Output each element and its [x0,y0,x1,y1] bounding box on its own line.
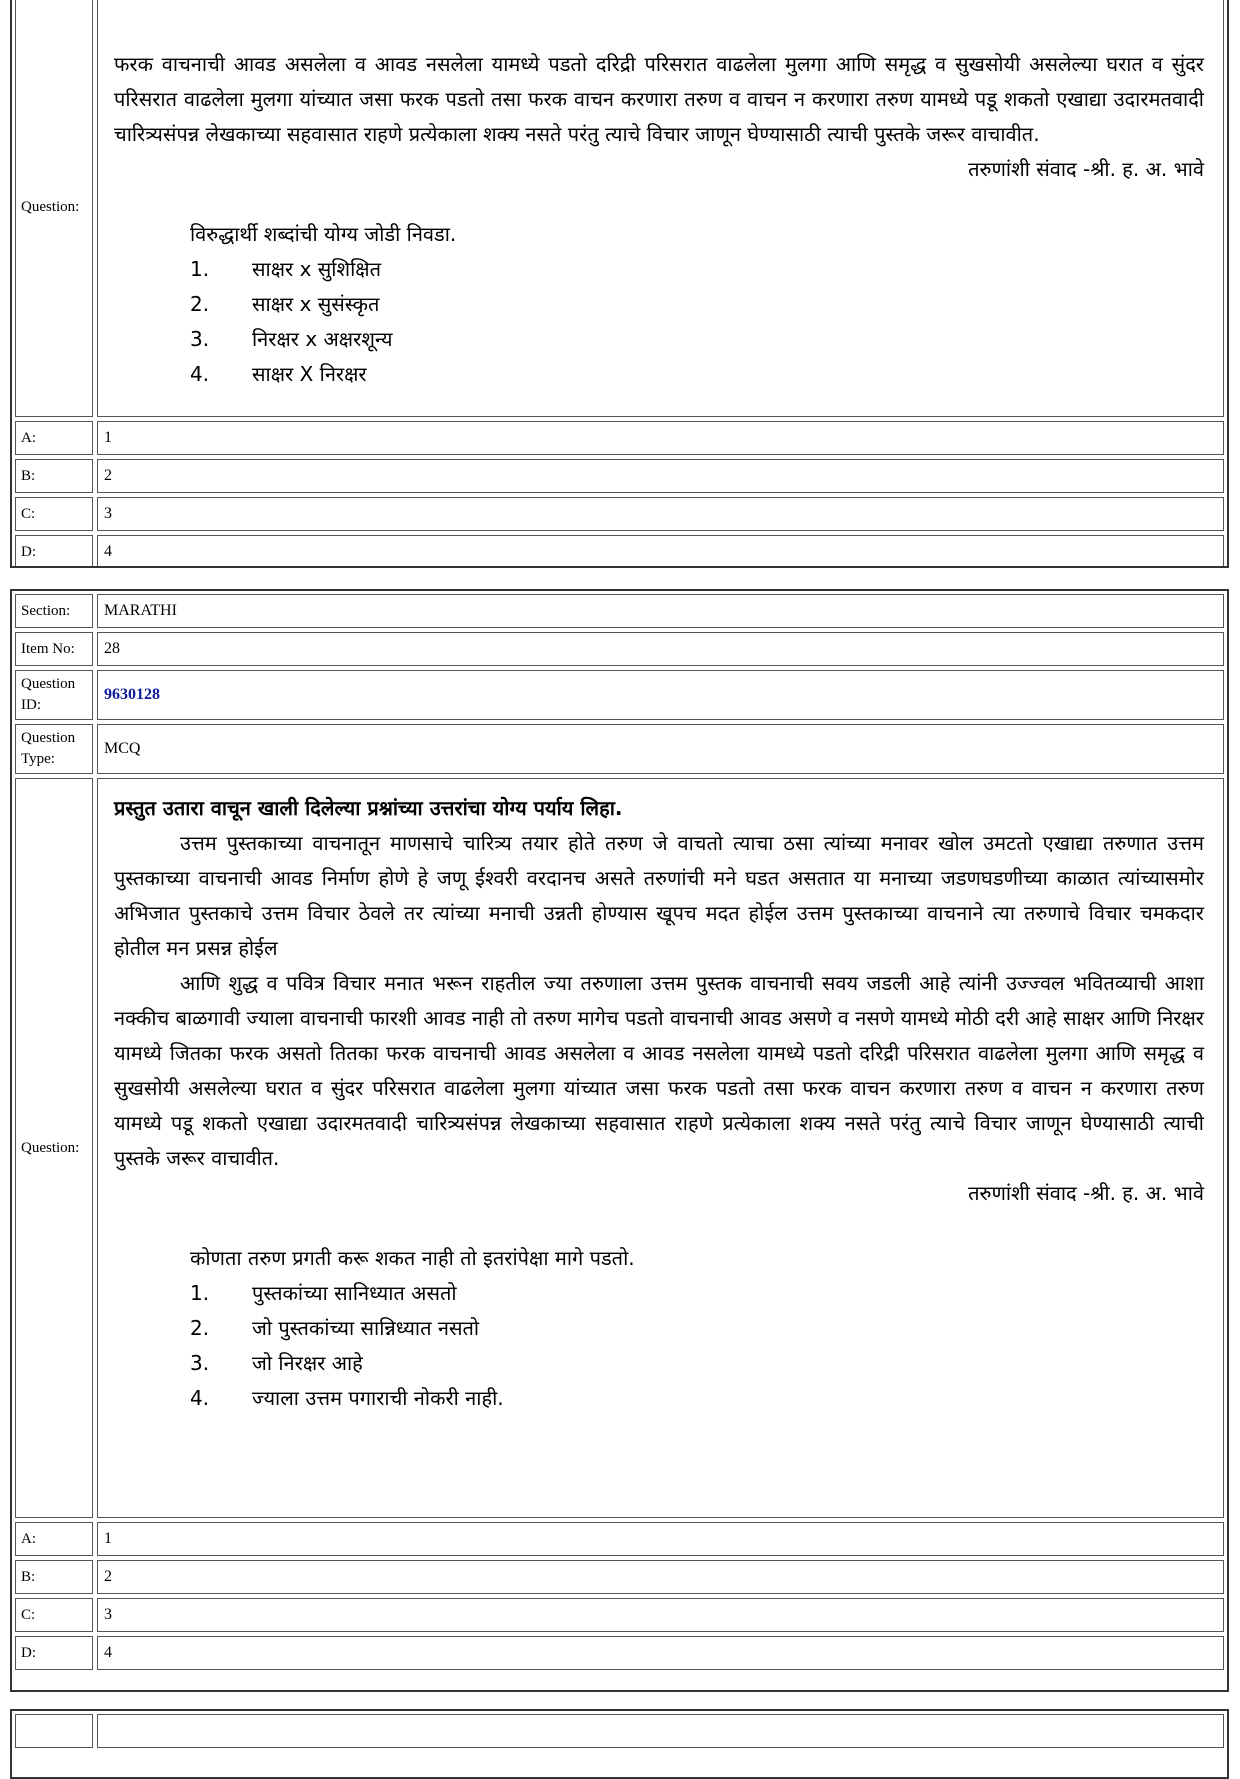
question-id-value [97,670,1224,720]
option-item [190,357,1204,392]
question-text [98,779,1223,1416]
question-id-label: Question ID: [15,670,93,720]
option-number: 1. [190,257,210,281]
option-item [190,252,1204,287]
question-text [98,47,1223,392]
section-label: Section: [15,594,93,628]
question-type-label: Question Type: [15,724,93,774]
answer-value-c: 3 [97,1598,1224,1632]
question-block-next [10,1709,1229,1779]
answer-label-b: B: [15,459,93,493]
passage-author: तरुणांशी संवाद -श्री. ह. अ. भावे [968,157,1204,181]
option-item [190,1381,1204,1416]
option-item [190,287,1204,322]
answer-value-a: 1 [97,421,1224,455]
option-text: ज्याला उत्तम पगाराची नोकरी नाही. [252,1386,504,1410]
passage-paragraph: आणि शुद्ध व पवित्र विचार मनात भरून राहतील ज्या तरुणाला उत्तम पुस्तक वाचनाची सवय जडली आहे त्यांनी उज्ज्वल भवितव्याची आशा नक्कीच बाळगावी ज्याला वाचनाची फारशी आवड नाही तो तरुण मागेच पडतो वाचनाची आवड असणे व नसणे यामध्ये मोठी दरी आहे साक्षर आणि निरक्षर यामध्ये जितका फरक असतो तितका फरक वाचनाची आवड असलेला व आवड नसलेला यामध्ये पडतो दरिद्री परिसरात वाढलेला मुलगा आणि समृद्ध व सुखसोयी असलेल्या घरात व सुंदर परिसरात वाढलेला मुलगा यांच्यात जसा फरक पडतो तसा फरक वाचन करणारा तरुण व वाचन न करणारा तरुण यामध्ये पडू शकतो एखाद्या उदारमतवादी चारित्र्यसंपन्न लेखकाच्या सहवासात राहणे प्रत्येकाला शक्य नसते परंतु त्याचे विचार जाणून घेण्यासाठी त्याची पुस्तके जरूर वाचावीत. [114,971,1204,1170]
option-number: 3. [190,327,210,351]
option-text: जो पुस्तकांच्या सान्निध्यात नसतो [252,1316,480,1340]
section-label-empty [15,1714,93,1748]
item-no-label: Item No: [15,632,93,666]
answer-label-c: C: [15,1598,93,1632]
section-row [15,1714,1224,1748]
answer-label-c: C: [15,497,93,531]
answer-value-b: 2 [97,459,1224,493]
question-options [114,1276,1204,1416]
answer-label-d: D: [15,1636,93,1670]
option-number: 4. [190,1386,210,1410]
question-label: Question: [15,0,93,417]
answer-row-a [15,421,1224,455]
question-row [15,0,1224,417]
option-number: 4. [190,362,210,386]
answer-row-d [15,1636,1224,1670]
answer-label-b: B: [15,1560,93,1594]
answer-row-a [15,1522,1224,1556]
question-block-28 [10,589,1229,1692]
question-options [114,252,1204,392]
question-id: 9630128 [104,686,160,703]
option-text: जो निरक्षर आहे [252,1351,363,1375]
answer-value-d: 4 [97,535,1224,568]
answer-value-c: 3 [97,497,1224,531]
section-value: MARATHI [97,594,1224,628]
answer-row-c [15,497,1224,531]
option-number: 2. [190,292,210,316]
option-text: साक्षर x सुसंस्कृत [252,292,380,316]
option-number: 1. [190,1281,210,1305]
answer-row-c [15,1598,1224,1632]
option-text: निरक्षर x अक्षरशून्य [252,327,393,351]
question-stem: कोणता तरुण प्रगती करू शकत नाही तो इतरांपेक्षा मागे पडतो. [190,1246,635,1270]
option-number: 3. [190,1351,210,1375]
option-text: साक्षर X निरक्षर [252,362,367,386]
section-row [15,594,1224,628]
option-text: पुस्तकांच्या सानिध्यात असतो [252,1281,457,1305]
answer-row-d [15,535,1224,568]
answer-value-a: 1 [97,1522,1224,1556]
passage-title: प्रस्तुत उतारा वाचून खाली दिलेल्या प्रश्नांच्या उत्तरांचा योग्य पर्याय लिहा. [114,796,623,820]
question-id-row [15,670,1224,720]
option-text: साक्षर x सुशिक्षित [252,257,381,281]
question-stem: विरुद्धार्थी शब्दांची योग्य जोडी निवडा. [190,222,457,246]
passage-paragraph: उत्तम पुस्तकाच्या वाचनातून माणसाचे चारित्र्य तयार होते तरुण जे वाचतो त्याचा ठसा त्यांच्या मनावर खोल उमटतो एखाद्या तरुणात उत्तम पुस्तकाच्या वाचनाची आवड निर्माण होणे हे जणू ईश्वरी वरदानच असते तरुणांची मने घडत असतात या मनाच्या जडणघडणीच्या काळात त्यांच्यासमोर अभिजात पुस्तकाचे उत्तम विचार ठेवले तर त्यांच्या मनाची उन्नती होण्यास खूपच मदत होईल उत्तम पुस्तकाच्या वाचनाने त्या तरुणाचे विचार चमकदार होतील मन प्रसन्न होईल [114,831,1204,960]
answer-row-b [15,459,1224,493]
item-no-row [15,632,1224,666]
answer-value-d: 4 [97,1636,1224,1670]
question-row [15,778,1224,1518]
option-item [190,1346,1204,1381]
answer-label-a: A: [15,421,93,455]
question-block-27 [10,0,1229,568]
option-item [190,1311,1204,1346]
question-body [97,0,1224,417]
option-item [190,322,1204,357]
question-label: Question: [15,778,93,1518]
answer-value-b: 2 [97,1560,1224,1594]
answer-row-b [15,1560,1224,1594]
answer-label-d: D: [15,535,93,568]
item-no-value: 28 [97,632,1224,666]
question-type-row [15,724,1224,774]
option-number: 2. [190,1316,210,1340]
answer-label-a: A: [15,1522,93,1556]
question-body [97,778,1224,1518]
passage-paragraph: फरक वाचनाची आवड असलेला व आवड नसलेला यामध्ये पडतो दरिद्री परिसरात वाढलेला मुलगा आणि समृद्ध व सुखसोयी असलेल्या घरात व सुंदर परिसरात वाढलेला मुलगा यांच्यात जसा फरक पडतो तसा फरक वाचन करणारा तरुण व वाचन न करणारा तरुण यामध्ये पडू शकतो एखाद्या उदारमतवादी चारित्र्यसंपन्न लेखकाच्या सहवासात राहणे प्रत्येकाला शक्य नसते परंतु त्याचे विचार जाणून घेण्यासाठी त्याची पुस्तके जरूर वाचावीत. [114,52,1204,146]
question-type-value: MCQ [97,724,1224,774]
passage-author: तरुणांशी संवाद -श्री. ह. अ. भावे [968,1181,1204,1205]
option-item [190,1276,1204,1311]
section-value-empty [97,1714,1224,1748]
